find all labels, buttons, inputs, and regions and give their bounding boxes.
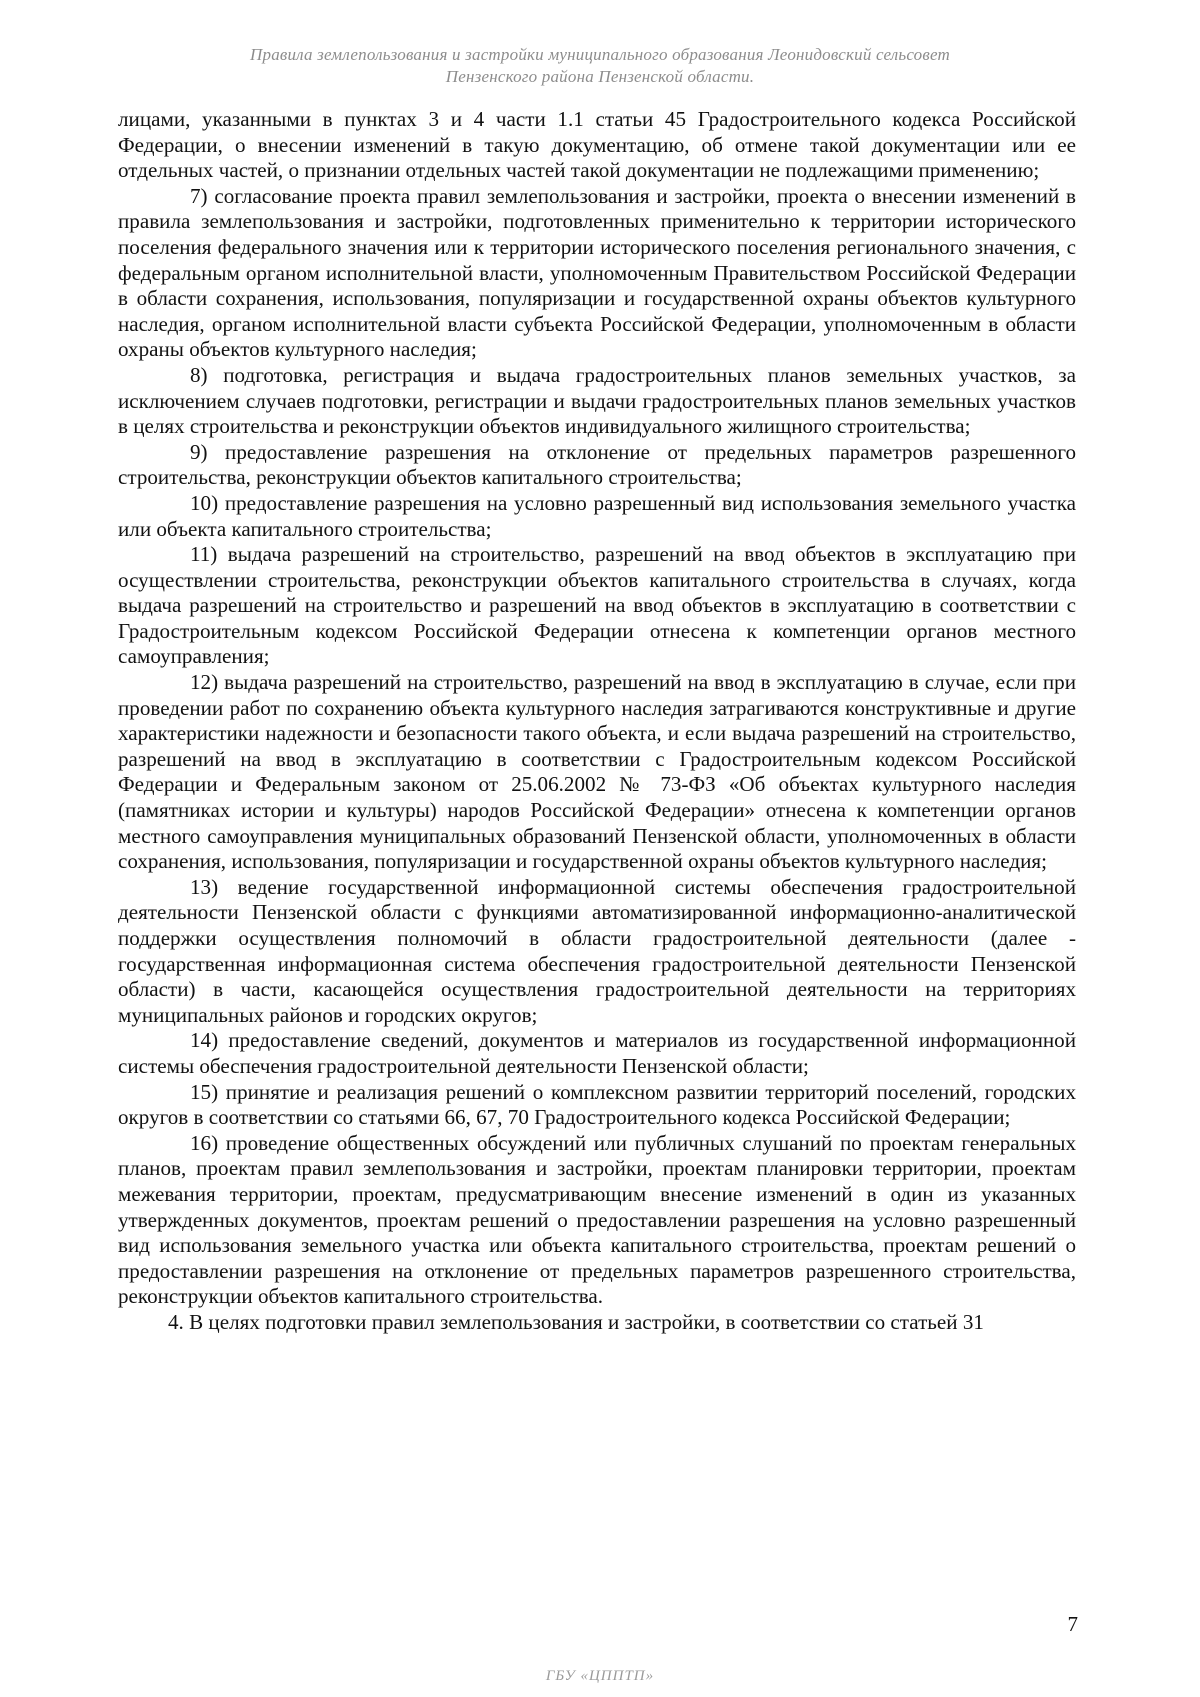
- paragraph-continuation: лицами, указанными в пунктах 3 и 4 части 1.1 статьи 45 Градостроительного кодекса Российской Федерации, о внесении изменений в такую документацию, об отмене такой документации или ее отдельных частей, о признании отдельных частей такой документации не подлежащими применению;: [118, 107, 1076, 183]
- body-text: [118, 107, 1076, 1336]
- paragraph-item-14: 14) предоставление сведений, документов и материалов из государственной информационной системы обеспечения градостроительной деятельности Пензенской области;: [118, 1028, 1076, 1078]
- running-header-line-1: Правила землепользования и застройки муниципального образования Леонидовский сельсовет: [250, 45, 950, 64]
- page-number: 7: [1067, 1612, 1078, 1636]
- paragraph-item-15: 15) принятие и реализация решений о комплексном развитии территорий поселений, городских округов в соответствии со статьями 66, 67, 70 Градостроительного кодекса Российской Федерации;: [118, 1079, 1076, 1130]
- paragraph-item-16: 16) проведение общественных обсуждений или публичных слушаний по проектам генеральных планов, проектам правил землепользования и застройки, проектам планировки территории, проектам межевания территории, проектам, предусматривающим внесение изменений в один из указанных утвержденных документов, проектам решений о предоставлении разрешения на условно разрешенный вид использования земельного участка или объекта капитального строительства, проектам решений о предоставлении разрешения на отклонение от предельных параметров разрешенного строительства, реконструкции объектов капитального строительства.: [118, 1130, 1076, 1309]
- paragraph-item-9: 9) предоставление разрешения на отклонение от предельных параметров разрешенного строительства, реконструкции объектов капитального строительства;: [118, 439, 1076, 490]
- paragraph-item-12: 12) выдача разрешений на строительство, разрешений на ввод в эксплуатацию в случае, если при проведении работ по сохранению объекта культурного наследия затрагиваются конструктивные и другие характеристики надежности и безопасности такого объекта, и если выдача разрешений на строительство, разрешений на ввод в эксплуатацию в соответствии с Градостроительным кодексом Российской Федерации и Федеральным законом от 25.06.2002 № 73-ФЗ «Об объектах культурного наследия (памятниках истории и культуры) народов Российской Федерации» отнесена к компетенции органов местного самоуправления муниципальных образований Пензенской области, уполномоченных в области сохранения, использования, популяризации и государственной охраны объектов культурного наследия;: [118, 670, 1076, 874]
- running-header: [150, 44, 1050, 88]
- paragraph-section-4: 4. В целях подготовки правил землепользования и застройки, в соответствии со статьей 31: [168, 1309, 984, 1334]
- paragraph-item-13: 13) ведение государственной информационной системы обеспечения градостроительной деятельности Пензенской области с функциями автоматизированной информационно-аналитической поддержки осуществления полномочий в области градостроительной деятельности (далее - государственная информационная система обеспечения градостроительной деятельности Пензенской области) в части, касающейся осуществления градостроительной деятельности на территориях муниципальных районов и городских округов;: [118, 874, 1076, 1027]
- paragraph-item-7: 7) согласование проекта правил землепользования и застройки, проекта о внесении изменений в правила землепользования и застройки, подготовленных применительно к территории исторического поселения федерального значения или к территории исторического поселения регионального значения, с федеральным органом исполнительной власти, уполномоченным Правительством Российской Федерации в области сохранения, использования, популяризации и государственной охраны объектов культурного наследия, органом исполнительной власти субъекта Российской Федерации, уполномоченным в области охраны объектов культурного наследия;: [118, 183, 1076, 362]
- running-footer: ГБУ «ЦППТП»: [545, 1668, 655, 1684]
- running-header-line-2: Пензенского района Пензенской области.: [445, 67, 755, 86]
- paragraph-item-10: 10) предоставление разрешения на условно разрешенный вид использования земельного участка или объекта капитального строительства;: [118, 490, 1076, 541]
- paragraph-item-8: 8) подготовка, регистрация и выдача градостроительных планов земельных участков, за исключением случаев подготовки, регистрации и выдачи градостроительных планов земельных участков в целях строительства и реконструкции объектов индивидуального жилищного строительства;: [118, 362, 1076, 439]
- paragraph-item-11: 11) выдача разрешений на строительство, разрешений на ввод объектов в эксплуатацию при осуществлении строительства, реконструкции объектов капитального строительства в случаях, когда выдача разрешений на строительство и разрешений на ввод объектов в эксплуатацию в соответствии с Градостроительным кодексом Российской Федерации отнесена к компетенции органов местного самоуправления;: [118, 542, 1076, 669]
